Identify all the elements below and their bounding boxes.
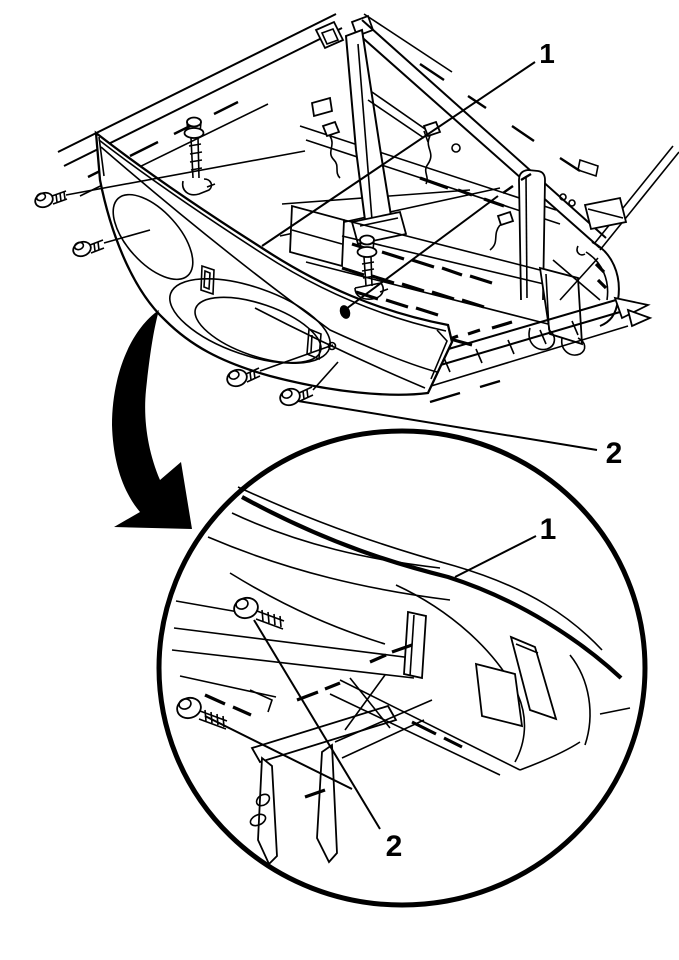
bolt bbox=[183, 118, 215, 195]
callout-1-main: 1 bbox=[539, 38, 555, 69]
callout-2-main: 2 bbox=[605, 437, 623, 470]
zoom-arrow bbox=[112, 310, 192, 529]
detail-circle bbox=[159, 431, 645, 905]
callout-1-detail: 1 bbox=[539, 513, 557, 546]
callout-2-detail: 2 bbox=[385, 830, 403, 863]
